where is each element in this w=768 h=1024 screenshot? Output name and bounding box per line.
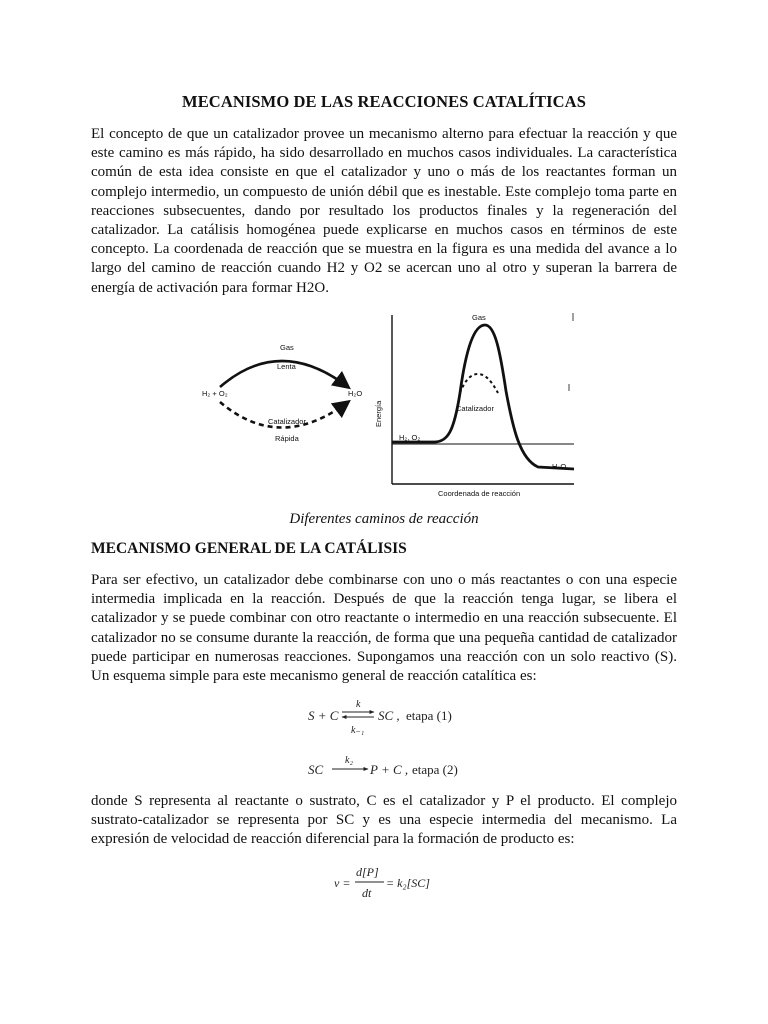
- eq1-forward-constant: k: [356, 699, 361, 710]
- eq3-denominator: dt: [362, 886, 372, 900]
- definition-paragraph: donde S representa al reactante o sustrato, C es el catalizador y P el producto. El complejo sustrato-catalizador se representa por SC y es una especie intermedia del mecanismo. La expresión de velocidad de reacción diferencial para la formación de producto es:: [91, 793, 677, 848]
- eq3-velocity: v =: [334, 876, 351, 890]
- eq2-step: etapa (2): [412, 762, 458, 777]
- catalyst-curve-label: Catalizador: [456, 404, 494, 413]
- y-axis-label: Energía: [374, 400, 383, 427]
- catalyzed-energy-curve: [460, 374, 498, 393]
- intro-paragraph: El concepto de que un catalizador provee un mecanismo alterno para efectuar la reacción y que este camino es más rápido, ha sido desarrollado en muchos casos individuales. La característica común de esta idea consiste en que el catalizador y uno o más de los reactantes forman un complejo intermedio, un compuesto de unión débil que es inestable. Este complejo toma parte en reacciones subsecuentes, dando por resultado los productos finales y la regeneración del catalizador. La catálisis homogénea puede explicarse en muchos casos en términos de este concepto. La coordenada de reacción que se muestra en la figura es una medida del avance a lo largo del camino de reacción cuando H2 y O2 se acercan uno al otro y superan la barrera de energía de activación para formar H2O.: [91, 126, 677, 296]
- gas-path-label: Gas: [280, 343, 294, 352]
- reactants-level-label: H₂, O₂: [399, 433, 421, 442]
- eq3-rhs: = k₂[SC]: [386, 876, 430, 890]
- eq1-step: etapa (1): [406, 708, 452, 723]
- page-title: MECANISMO DE LAS REACCIONES CATALÍTICAS: [182, 92, 586, 111]
- product-label: H₂O: [348, 389, 363, 398]
- x-axis-label: Coordenada de reacción: [438, 489, 521, 498]
- reaction-paths-diagram: [198, 335, 374, 455]
- gas-peak-label: Gas: [472, 313, 486, 322]
- equation-step-2: [308, 752, 498, 782]
- eq2-constant: k₂: [345, 755, 353, 766]
- rate-equation: [334, 862, 464, 904]
- uncatalyzed-energy-curve: [392, 325, 574, 469]
- eq2-rhs: P + C ,: [370, 762, 409, 777]
- fast-label: Rápida: [275, 434, 299, 443]
- reactants-label: H₂ + O₂: [202, 389, 228, 398]
- eq2-lhs: SC: [308, 762, 324, 777]
- energy-profile-diagram: [368, 307, 580, 503]
- eq1-rhs: SC ,: [378, 708, 400, 723]
- figure-caption: Diferentes caminos de reacción: [289, 511, 479, 527]
- equation-step-1: [308, 697, 498, 739]
- product-level-label: H₂O: [552, 462, 567, 471]
- eq1-lhs: S + C: [308, 708, 339, 723]
- eq1-reverse-constant: k₋₁: [351, 725, 365, 736]
- catalyst-path-label: Catalizador: [268, 417, 306, 426]
- section-heading: MECANISMO GENERAL DE LA CATÁLISIS: [91, 540, 407, 557]
- eq3-numerator: d[P]: [356, 865, 379, 879]
- mechanism-paragraph: Para ser efectivo, un catalizador debe combinarse con uno o más reactantes o con una especie intermedia implicada en la reacción. Después de que la reacción tenga lugar, se libera el catalizador y se puede combinar con otro reactante o intermedio en una reacción subsecuente. El catalizador no se consume durante la reacción, de forma que una pequeña cantidad de catalizador puede participar en numerosas reacciones. Supongamos una reacción con un solo reactivo (S). Un esquema simple para este mecanismo general de reacción catalítica es:: [91, 572, 677, 685]
- slow-label: Lenta: [277, 362, 296, 371]
